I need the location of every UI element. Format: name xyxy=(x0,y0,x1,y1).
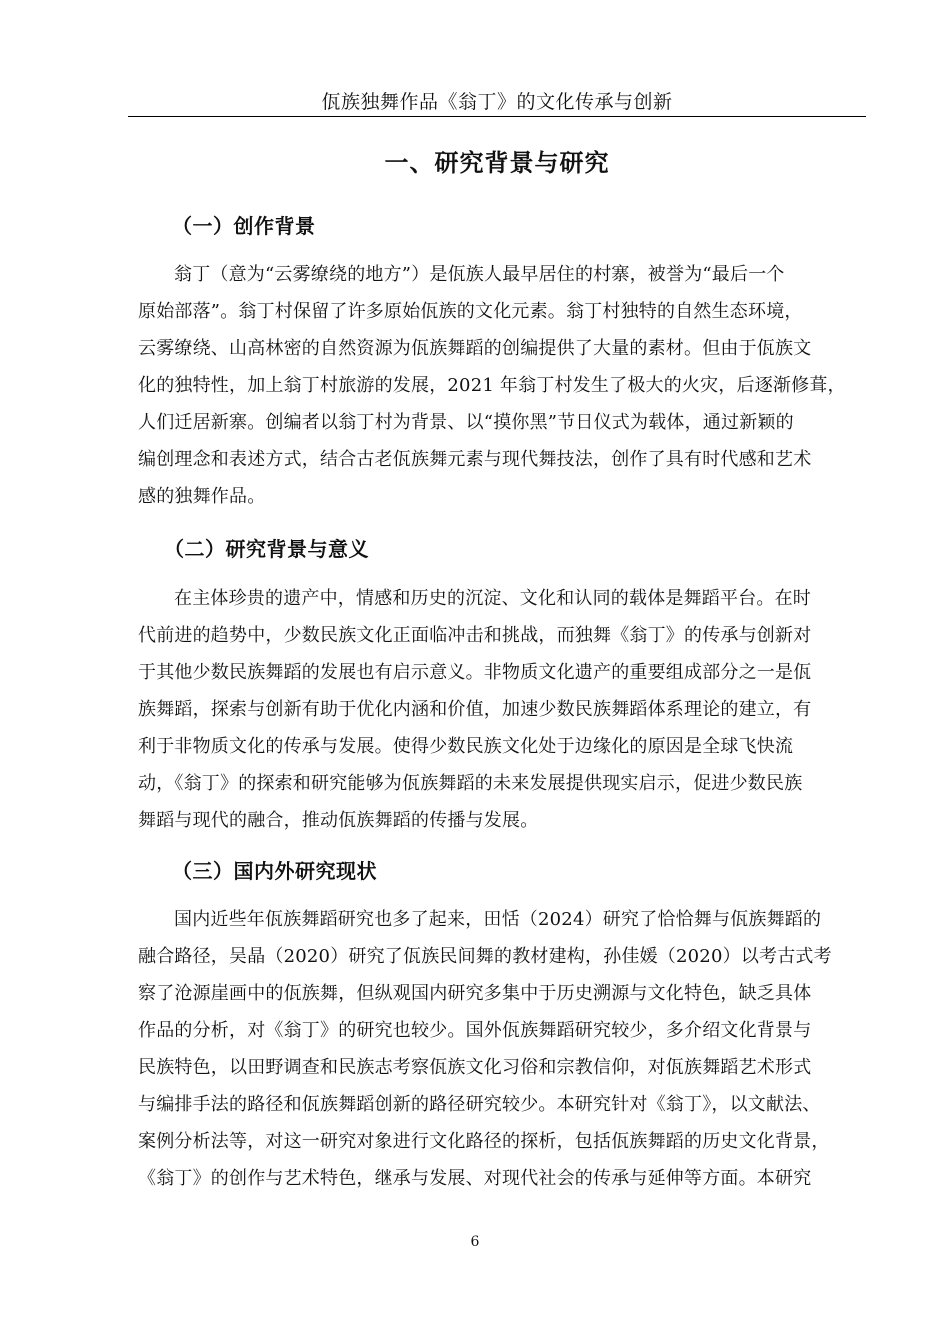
page-number: 6 xyxy=(470,1234,480,1250)
section-heading-research-significance: （二）研究背景与意义 xyxy=(164,537,369,561)
text-line: 作品的分析，对《翁丁》的研究也较少。国外佤族舞蹈研究较少，多介绍文化背景与 xyxy=(138,1020,812,1041)
paragraph-creation-background xyxy=(138,256,868,515)
text-line: 察了沧源崖画中的佤族舞，但纵观国内研究多集中于历史溯源与文化特色，缺乏具体 xyxy=(138,983,812,1004)
text-line: 于其他少数民族舞蹈的发展也有启示意义。非物质文化遗产的重要组成部分之一是佤 xyxy=(138,662,812,683)
section-heading-creation-background: （一）创作背景 xyxy=(172,214,316,238)
section-heading-research-status: （三）国内外研究现状 xyxy=(172,859,377,883)
text-line: 案例分析法等，对这一研究对象进行文化路径的探析，包括佤族舞蹈的历史文化背景， xyxy=(138,1131,830,1152)
text-line: 感的独舞作品。 xyxy=(138,486,266,507)
paragraph-research-status xyxy=(138,901,868,1197)
text-line: 在主体珍贵的遗产中，情感和历史的沉淀、文化和认同的载体是舞蹈平台。在时 xyxy=(174,588,811,609)
text-line: 翁丁（意为“云雾缭绕的地方”）是佤族人最早居住的村寨，被誉为“最后一个 xyxy=(174,264,785,285)
chapter-title: 一、研究背景与研究 xyxy=(384,149,610,177)
text-line: 云雾缭绕、山高林密的自然资源为佤族舞蹈的创编提供了大量的素材。但由于佤族文 xyxy=(138,338,812,359)
text-line: 与编排手法的路径和佤族舞蹈创新的路径研究较少。本研究针对《翁丁》，以文献法、 xyxy=(138,1094,821,1115)
running-header-title: 佤族独舞作品《翁丁》的文化传承与创新 xyxy=(321,91,673,113)
text-line: 民族特色，以田野调查和民族志考察佤族文化习俗和宗教信仰，对佤族舞蹈艺术形式 xyxy=(138,1057,812,1078)
text-line: 人们迁居新寨。创编者以翁丁村为背景、以“摸你黑”节日仪式为载体，通过新颖的 xyxy=(138,412,794,433)
text-line: 编创理念和表述方式，结合古老佤族舞元素与现代舞技法，创作了具有时代感和艺术 xyxy=(138,449,812,470)
text-line: 代前进的趋势中，少数民族文化正面临冲击和挑战，而独舞《翁丁》的传承与创新对 xyxy=(138,625,812,646)
paragraph-research-significance xyxy=(138,580,868,839)
text-line: 动，《翁丁》的探索和研究能够为佤族舞蹈的未来发展提供现实启示，促进少数民族 xyxy=(138,773,803,794)
text-line: 舞蹈与现代的融合，推动佤族舞蹈的传播与发展。 xyxy=(138,810,539,831)
text-line: 《翁丁》的创作与艺术特色，继承与发展、对现代社会的传承与延伸等方面。本研究 xyxy=(138,1168,812,1189)
text-line: 原始部落”。翁丁村保留了许多原始佤族的文化元素。翁丁村独特的自然生态环境， xyxy=(138,301,803,322)
text-line: 利于非物质文化的传承与发展。使得少数民族文化处于边缘化的原因是全球飞快流 xyxy=(138,736,794,757)
text-line: 融合路径，吴晶（2020）研究了佤族民间舞的教材建构，孙佳媛（2020）以考古式考 xyxy=(138,946,832,967)
text-line: 国内近些年佤族舞蹈研究也多了起来，田恬（2024）研究了恰恰舞与佤族舞蹈的 xyxy=(174,909,822,930)
text-line: 化的独特性，加上翁丁村旅游的发展，2021 年翁丁村发生了极大的火灾，后逐渐修葺， xyxy=(138,375,846,396)
header-rule xyxy=(128,116,866,117)
text-line: 族舞蹈，探索与创新有助于优化内涵和价值，加速少数民族舞蹈体系理论的建立，有 xyxy=(138,699,812,720)
